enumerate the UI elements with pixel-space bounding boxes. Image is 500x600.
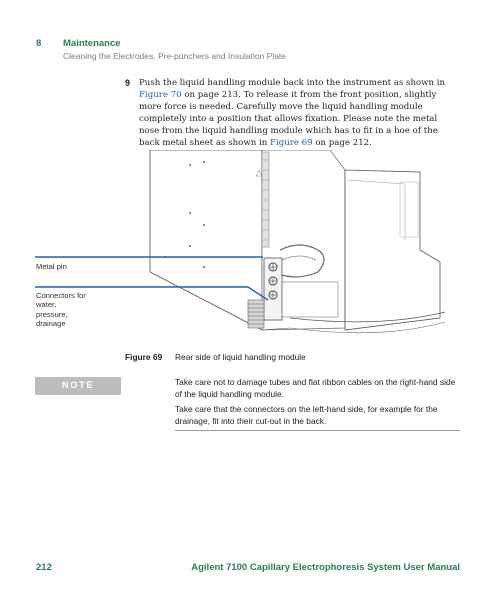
metal-pin-label: Metal pin (36, 262, 67, 271)
vent-strip (262, 152, 269, 247)
step-text-part: Push the liquid handling module back into the instrument as shown in (139, 78, 446, 88)
connectors-label (36, 291, 86, 329)
figure-69-link[interactable]: Figure 69 (270, 138, 313, 149)
connectors-label-line: pressure, (36, 309, 68, 319)
cabinet-back-panel (150, 150, 262, 330)
chapter-title: Maintenance (63, 38, 121, 49)
step-text (139, 77, 459, 150)
connectors-label-line: water, (36, 300, 57, 310)
connectors-label-line: drainage (36, 319, 66, 329)
figure-70-link[interactable]: Figure 70 (139, 90, 182, 101)
manual-title: Agilent 7100 Capillary Electrophoresis System User Manual (191, 562, 460, 573)
note-divider (175, 430, 460, 431)
chapter-number: 8 (36, 38, 42, 49)
section-title: Cleaning the Electrodes, Pre-punchers and Insulation Plate (63, 51, 287, 61)
figure-number: Figure 69 (125, 352, 163, 362)
step-number: 9 (125, 78, 131, 88)
connectors-label-line: Connectors for (36, 291, 86, 300)
step-text-part: on page 213. To release it from the front position, slightly more force is needed. Carefully move the liquid handling module completely into a position that allows fixation. Please note the metal nose from the liquid handling module which has to fit in a hoe of the back metal sheet as shown in (139, 90, 438, 149)
lower-grille (248, 300, 264, 328)
note-badge: NOTE (35, 377, 121, 395)
step-text-part: on page 212. (312, 138, 372, 149)
page-number: 212 (36, 562, 52, 573)
module-side-panel (345, 170, 440, 330)
figure-caption: Rear side of liquid handling module (175, 352, 306, 362)
note-paragraph-2: Take care that the connectors on the left-hand side, for example for the drainage, fit into their cut-out in the back. (175, 404, 438, 426)
note-paragraph-1: Take care not to damage tubes and flat ribbon cables on the right-hand side of the liquid handling module. (175, 377, 456, 399)
